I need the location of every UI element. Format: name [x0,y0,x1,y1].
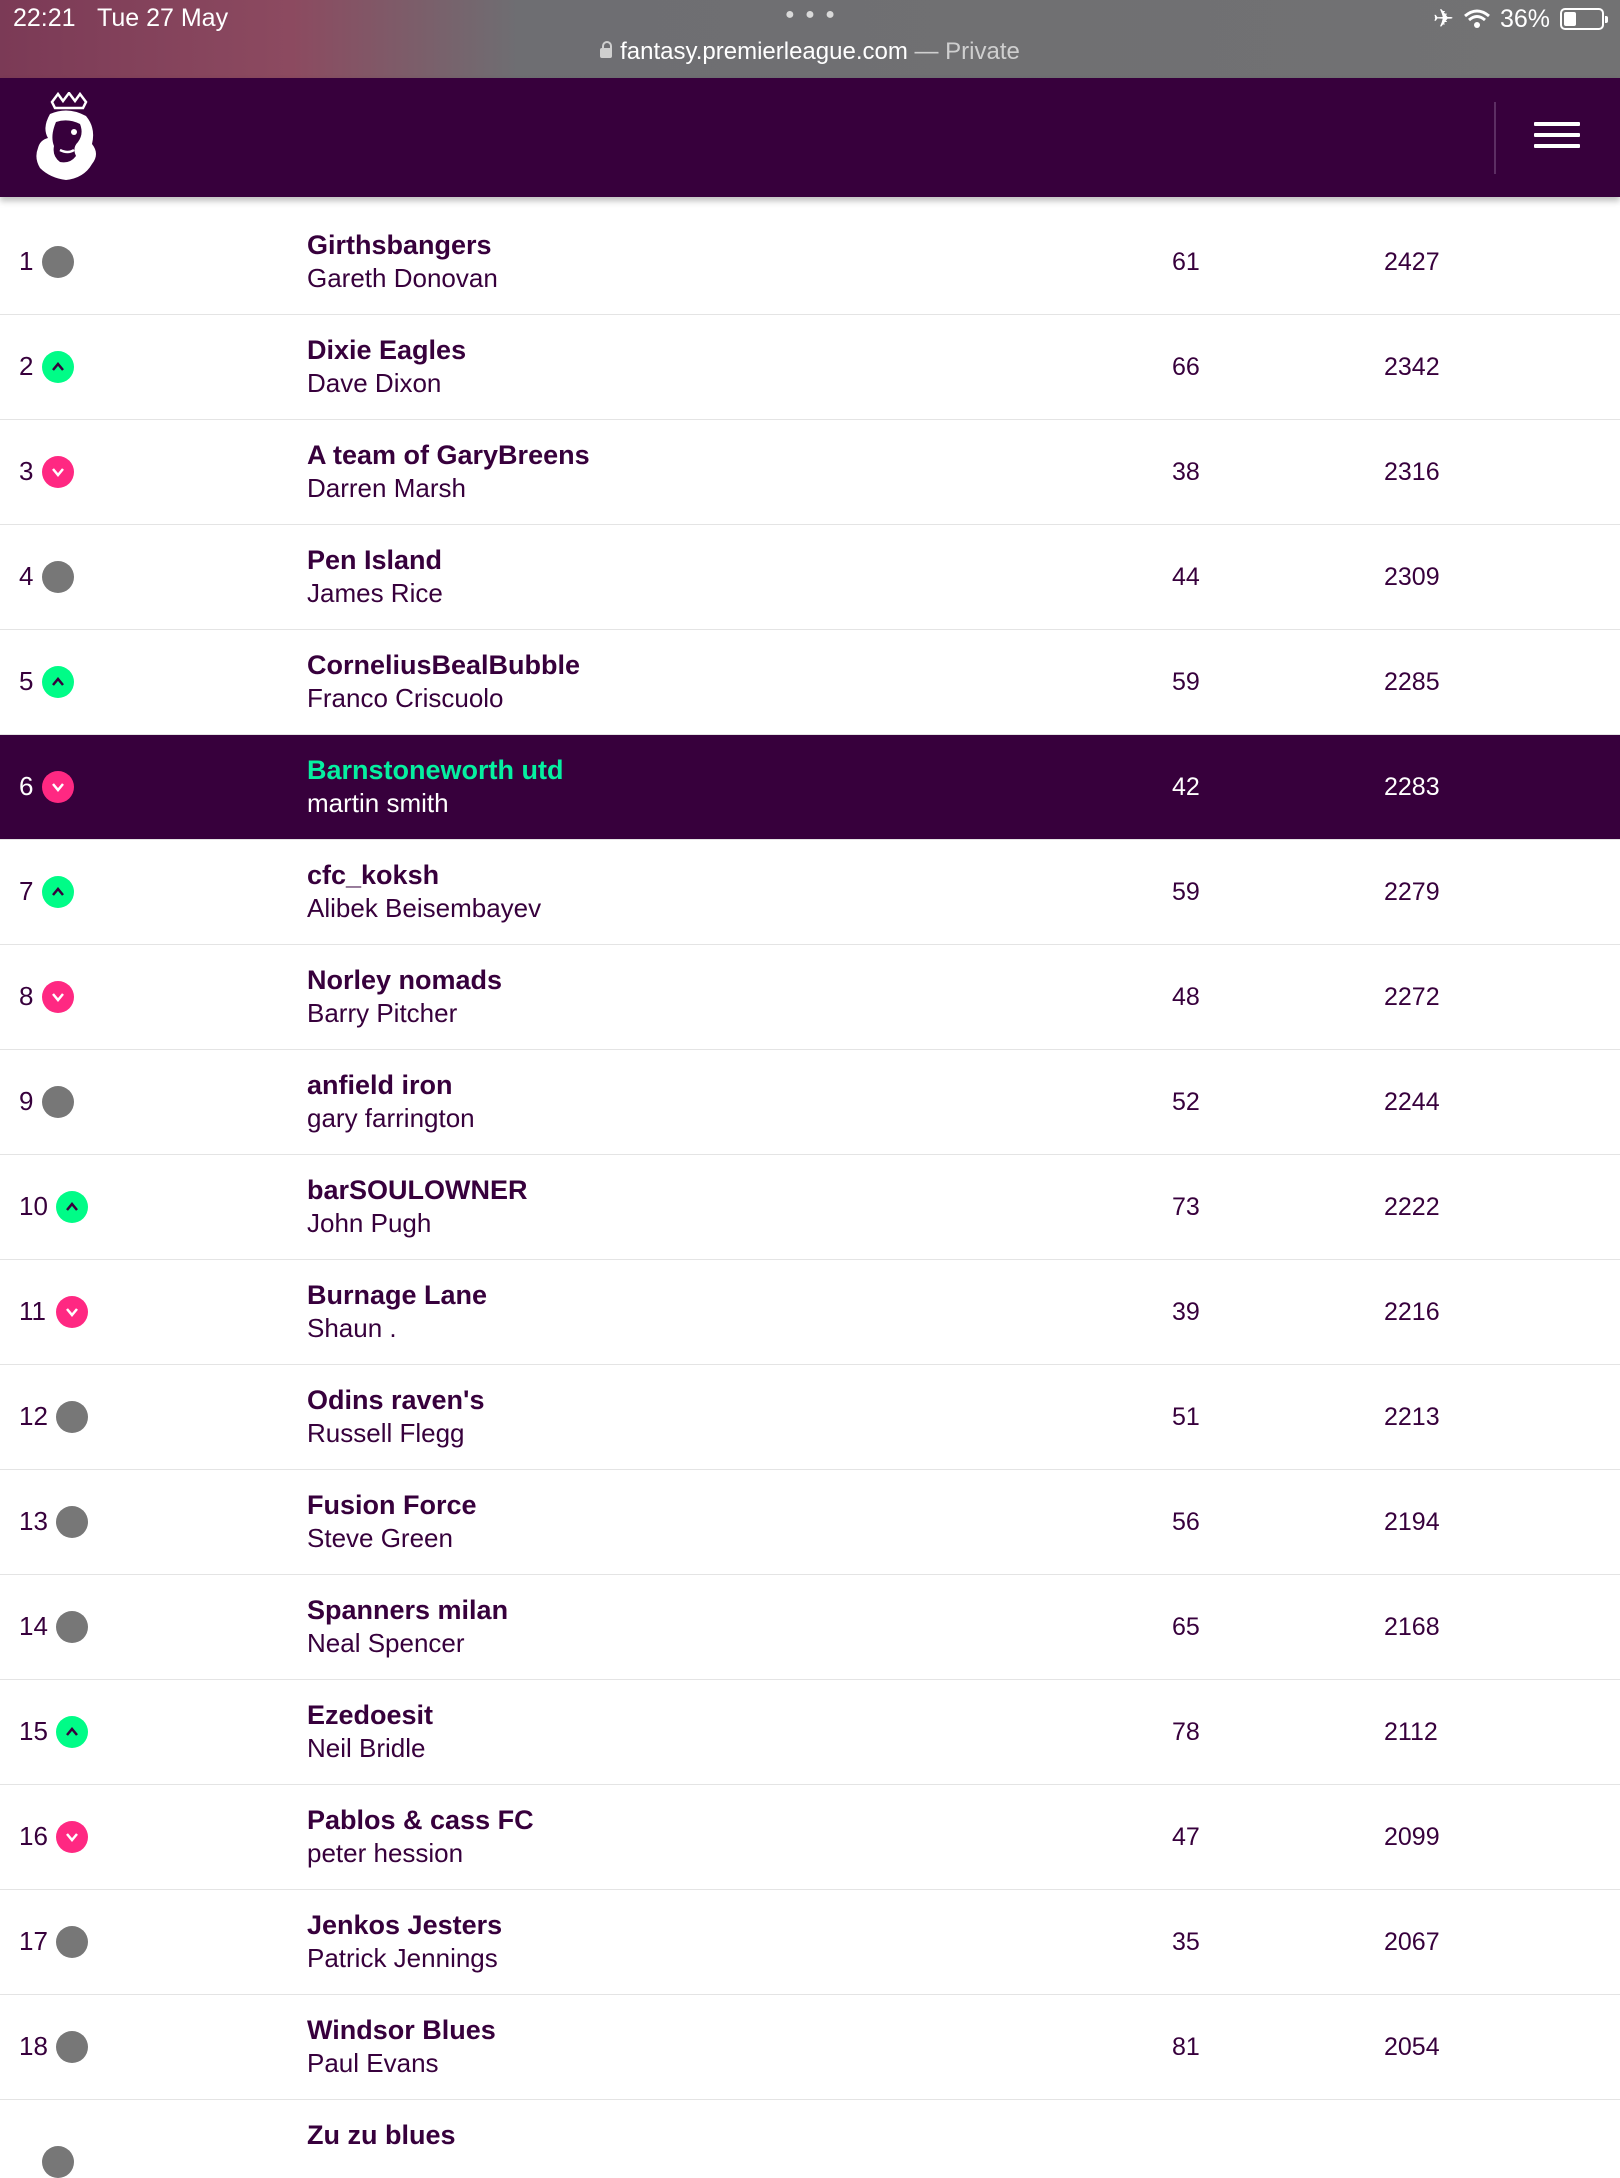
table-row[interactable] [0,420,1620,525]
total-points: 2222 [1384,1193,1440,1221]
rank-number: 2 [19,351,34,381]
total-points: 2283 [1384,773,1440,801]
table-row[interactable] [0,210,1620,315]
rank-number: 18 [19,2031,48,2061]
team-name[interactable]: cfc_koksh [307,860,440,890]
team-name[interactable]: Jenkos Jesters [307,1910,503,1940]
gameweek-points: 51 [1172,1403,1200,1431]
table-row[interactable] [0,1365,1620,1470]
total-points: 2112 [1384,1718,1438,1746]
table-row[interactable] [0,1575,1620,1680]
team-name[interactable]: Fusion Force [307,1490,477,1520]
rank-number: 4 [19,561,34,591]
browser-more-dots[interactable]: ● ● ● [785,6,838,23]
lock-icon [600,48,612,58]
manager-name: John Pugh [307,1208,432,1238]
gameweek-points: 61 [1172,248,1200,276]
gameweek-points: 65 [1172,1613,1200,1641]
total-points: 2272 [1384,983,1440,1011]
rank-same-icon [42,2146,74,2178]
rank-number: 9 [19,1086,34,1116]
table-row[interactable] [0,1155,1620,1260]
table-row[interactable] [0,630,1620,735]
url-bar[interactable] [0,38,1620,66]
rank-down-icon [42,456,74,488]
total-points: 2316 [1384,458,1440,486]
rank-up-icon [42,666,74,698]
table-row[interactable] [0,315,1620,420]
rank-number: 7 [19,876,34,906]
team-name[interactable]: Spanners milan [307,1595,509,1625]
table-row[interactable] [0,525,1620,630]
team-name[interactable]: Girthsbangers [307,230,492,260]
rank-same-icon [56,1401,88,1433]
team-name[interactable]: Dixie Eagles [307,335,467,365]
rank-same-icon [56,2031,88,2063]
total-points: 2213 [1384,1403,1440,1431]
gameweek-points: 59 [1172,878,1200,906]
rank-number: 3 [19,456,34,486]
gameweek-points: 35 [1172,1928,1200,1956]
header-divider [1494,102,1496,174]
team-name[interactable]: barSOULOWNER [307,1175,528,1205]
rank-down-icon [56,1296,88,1328]
gameweek-points: 38 [1172,458,1200,486]
manager-name: martin smith [307,788,449,818]
total-points: 2099 [1384,1823,1440,1851]
private-label: — Private [907,38,1020,65]
table-row[interactable] [0,735,1620,840]
total-points: 2244 [1384,1088,1440,1116]
manager-name: Alibek Beisembayev [307,893,542,923]
table-row[interactable] [0,2100,1620,2160]
gameweek-points: 44 [1172,563,1200,591]
manager-name: Paul Evans [307,2048,439,2078]
total-points: 2285 [1384,668,1440,696]
rank-number: 14 [19,1611,48,1641]
battery-percent: 36% [1499,4,1550,33]
total-points: 2427 [1384,248,1440,276]
rank-number: 16 [19,1821,48,1851]
hamburger-menu-icon[interactable] [1534,122,1580,154]
rank-number: 6 [19,771,34,801]
gameweek-points: 56 [1172,1508,1200,1536]
rank-number: 13 [19,1506,48,1536]
team-name[interactable]: Pen Island [307,545,443,575]
team-name[interactable]: Odins raven's [307,1385,485,1415]
manager-name: Franco Criscuolo [307,683,504,713]
premier-league-lion-icon[interactable] [30,92,108,184]
manager-name: Patrick Jennings [307,1943,498,1973]
site-header [0,78,1620,197]
gameweek-points: 81 [1172,2033,1200,2061]
table-row[interactable] [0,1680,1620,1785]
team-name[interactable]: Pablos & cass FC [307,1805,534,1835]
table-row[interactable] [0,1890,1620,1995]
rank-number: 1 [19,246,34,276]
rank-same-icon [56,1611,88,1643]
manager-name: Neal Spencer [307,1628,465,1658]
team-name[interactable]: anfield iron [307,1070,453,1100]
url-text: fantasy.premierleague.com [620,38,908,65]
table-row[interactable] [0,1785,1620,1890]
league-standings-table [0,210,1620,2160]
manager-name: Steve Green [307,1523,453,1553]
gameweek-points: 48 [1172,983,1200,1011]
status-date: Tue 27 May [97,4,229,32]
rank-up-icon [56,1716,88,1748]
manager-name: Russell Flegg [307,1418,465,1448]
rank-down-icon [42,981,74,1013]
manager-name: Neil Bridle [307,1733,426,1763]
status-bar [0,0,1620,78]
manager-name: James Rice [307,578,443,608]
table-row[interactable] [0,1470,1620,1575]
gameweek-points: 78 [1172,1718,1200,1746]
team-name[interactable]: Ezedoesit [307,1700,434,1730]
total-points: 2279 [1384,878,1440,906]
manager-name: Dave Dixon [307,368,442,398]
rank-same-icon [56,1506,88,1538]
rank-number: 12 [19,1401,48,1431]
status-icons [1433,4,1604,34]
table-row[interactable] [0,1260,1620,1365]
table-row[interactable] [0,1050,1620,1155]
rank-number: 5 [19,666,34,696]
table-row[interactable] [0,840,1620,945]
team-name[interactable]: A team of GaryBreens [307,440,590,470]
manager-name: Darren Marsh [307,473,466,503]
rank-same-icon [42,561,74,593]
team-name[interactable]: Zu zu blues [307,2120,456,2150]
rank-number: 15 [19,1716,48,1746]
wifi-icon [1464,9,1490,29]
gameweek-points: 52 [1172,1088,1200,1116]
total-points: 2168 [1384,1613,1440,1641]
gameweek-points: 73 [1172,1193,1200,1221]
team-name[interactable]: Norley nomads [307,965,503,995]
rank-number: 17 [19,1926,48,1956]
rank-down-icon [42,771,74,803]
manager-name: Gareth Donovan [307,263,498,293]
team-name[interactable]: Barnstoneworth utd [307,755,564,785]
total-points: 2309 [1384,563,1440,591]
team-name[interactable]: Windsor Blues [307,2015,496,2045]
manager-name: gary farrington [307,1103,475,1133]
manager-name: peter hession [307,1838,464,1868]
gameweek-points: 59 [1172,668,1200,696]
battery-icon [1560,8,1604,30]
total-points: 2342 [1384,353,1440,381]
airplane-icon: ✈ [1433,5,1454,33]
total-points: 2216 [1384,1298,1440,1326]
rank-number: 8 [19,981,34,1011]
rank-down-icon [56,1821,88,1853]
gameweek-points: 47 [1172,1823,1200,1851]
table-row[interactable] [0,945,1620,1050]
total-points: 2054 [1384,2033,1440,2061]
gameweek-points: 66 [1172,353,1200,381]
team-name[interactable]: Burnage Lane [307,1280,488,1310]
gameweek-points: 39 [1172,1298,1200,1326]
rank-up-icon [42,351,74,383]
manager-name: Barry Pitcher [307,998,458,1028]
total-points: 2194 [1384,1508,1440,1536]
rank-up-icon [42,876,74,908]
manager-name: Shaun . [307,1313,397,1343]
table-row[interactable] [0,1995,1620,2100]
total-points: 2067 [1384,1928,1440,1956]
rank-same-icon [42,246,74,278]
rank-up-icon [56,1191,88,1223]
rank-number: 10 [19,1191,48,1221]
rank-same-icon [42,1086,74,1118]
rank-number: 11 [19,1296,46,1326]
status-time: 22:21 [13,4,76,32]
gameweek-points: 42 [1172,773,1200,801]
team-name[interactable]: CorneliusBealBubble [307,650,581,680]
rank-same-icon [56,1926,88,1958]
